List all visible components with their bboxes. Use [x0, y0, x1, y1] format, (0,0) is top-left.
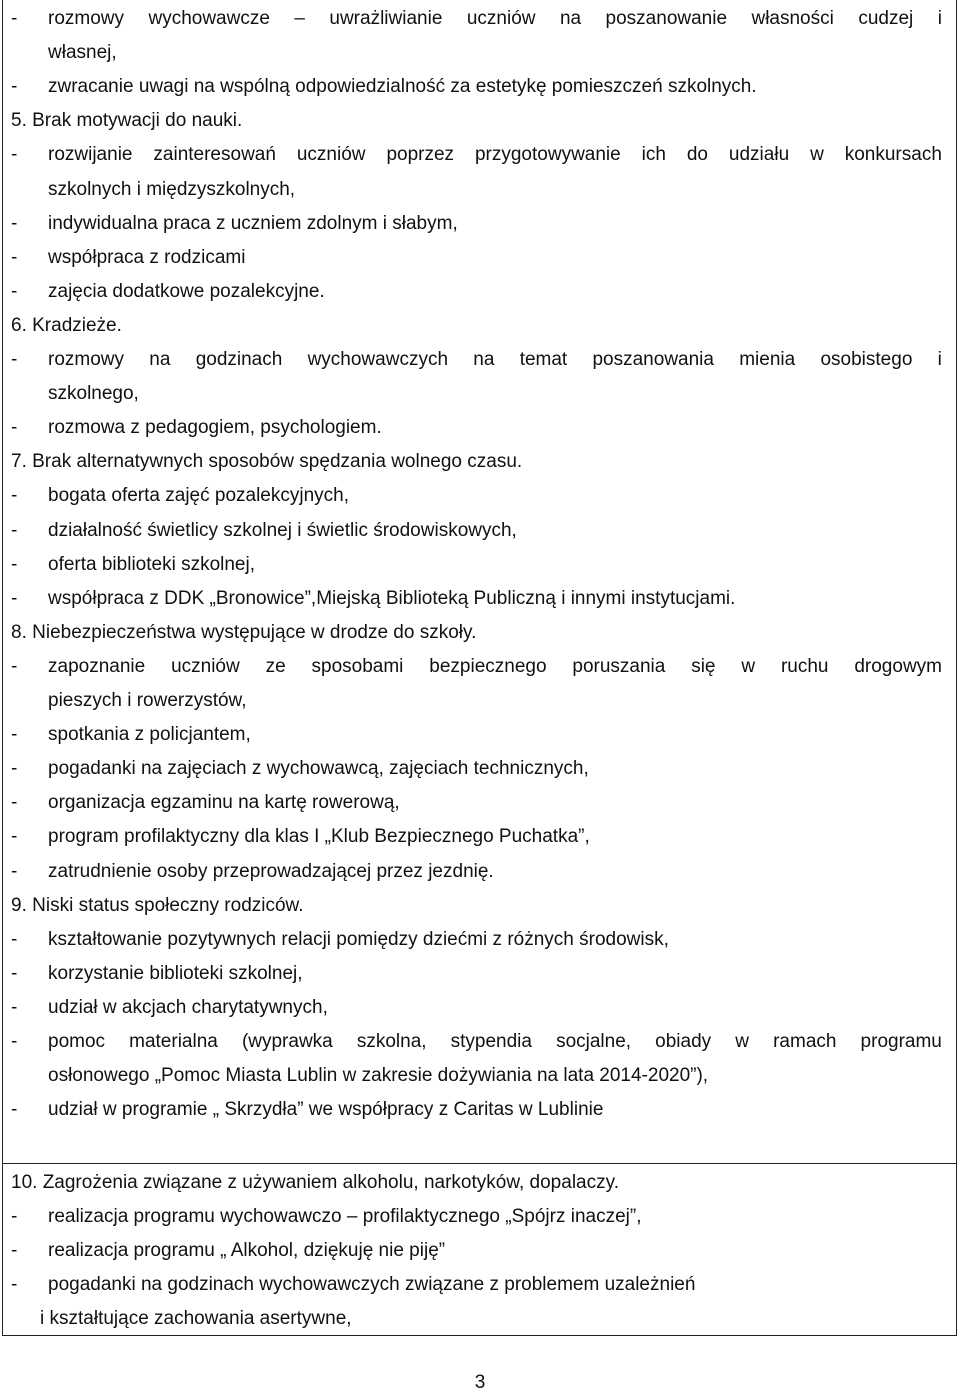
bullet-item-text: korzystanie biblioteki szkolnej,: [48, 962, 303, 984]
bullet-item-text: zajęcia dodatkowe pozalekcyjne.: [48, 280, 325, 302]
bullet-item-text: osłonowego „Pomoc Miasta Lublin w zakresie dożywiania na lata 2014-2020”),: [48, 1065, 709, 1087]
bullet-dash: -: [11, 144, 18, 166]
bullet-item-text: oferta biblioteki szkolnej,: [48, 553, 255, 575]
bullet-item-text: kształtowanie pozytywnych relacji pomiędzy dziećmi z różnych środowisk,: [48, 928, 669, 950]
problem-heading: 9. Niski status społeczny rodziców.: [11, 894, 304, 916]
problem-heading: 7. Brak alternatywnych sposobów spędzania wolnego czasu.: [11, 451, 523, 473]
bullet-dash: -: [11, 758, 18, 780]
bullet-dash: -: [11, 212, 18, 234]
bullet-dash: -: [11, 8, 18, 29]
bullet-item-text: bogata oferta zajęć pozalekcyjnych,: [48, 485, 350, 507]
bullet-item-text: program profilaktyczny dla klas I „Klub Bezpiecznego Puchatka”,: [48, 826, 590, 848]
bullet-dash: -: [11, 587, 18, 609]
bullet-dash: -: [11, 1031, 18, 1052]
bullet-item-text: realizacja programu wychowawczo – profilaktycznego „Spójrz inaczej”,: [48, 1206, 642, 1228]
bullet-item-text: pogadanki na zajęciach z wychowawcą, zajęciach technicznych,: [48, 758, 589, 780]
continuation-text: i kształtujące zachowania asertywne,: [40, 1308, 352, 1330]
bullet-item-text: organizacja egzaminu na kartę rowerową,: [48, 792, 400, 814]
problem-heading: 6. Kradzieże.: [11, 314, 122, 336]
bullet-item-text: pogadanki na godzinach wychowawczych związane z problemem uzależnień: [48, 1274, 696, 1296]
bullet-dash: -: [11, 280, 18, 302]
bullet-item-text: współpraca z DDK „Bronowice”,Miejską Biblioteką Publiczną i innymi instytucjami.: [48, 587, 736, 609]
bullet-dash: -: [11, 553, 18, 575]
bullet-item-text: realizacja programu „ Alkohol, dziękuję nie piję”: [48, 1240, 446, 1262]
problem-heading: 8. Niebezpieczeństwa występujące w drodze do szkoły.: [11, 621, 477, 643]
bullet-dash: -: [11, 1206, 18, 1228]
bullet-dash: -: [11, 417, 18, 439]
bullet-dash: -: [11, 655, 18, 677]
bullet-item-text: rozmowy na godzinach wychowawczych na temat poszanowania mienia osobistego i: [48, 349, 942, 370]
bullet-dash: -: [11, 1274, 18, 1296]
bullet-dash: -: [11, 246, 18, 268]
bullet-item-text: udział w programie „ Skrzydła” we współpracy z Caritas w Lublinie: [48, 1099, 604, 1121]
table-cell-problems-5-9: [2, 0, 957, 1164]
bullet-item-text: rozmowy wychowawcze – uwrażliwianie uczniów na poszanowanie własności cudzej i: [48, 8, 942, 29]
bullet-item-text: szkolnych i międzyszkolnych,: [48, 178, 296, 200]
bullet-dash: -: [11, 996, 18, 1018]
bullet-dash: -: [11, 519, 18, 541]
bullet-item-text: pomoc materialna (wyprawka szkolna, stypendia socjalne, obiady w ramach programu: [48, 1031, 942, 1052]
bullet-item-text: udział w akcjach charytatywnych,: [48, 996, 328, 1018]
page-number: 3: [474, 1372, 486, 1393]
bullet-item-text: zwracanie uwagi na wspólną odpowiedzialność za estetykę pomieszczeń szkolnych.: [48, 76, 757, 98]
bullet-item-text: rozwijanie zainteresowań uczniów poprzez przygotowywanie ich do udziału w konkursach: [48, 144, 942, 166]
problem-heading: 5. Brak motywacji do nauki.: [11, 110, 243, 132]
bullet-item-text: szkolnego,: [48, 383, 139, 405]
bullet-item-text: rozmowa z pedagogiem, psychologiem.: [48, 417, 382, 439]
bullet-item-text: pieszych i rowerzystów,: [48, 690, 247, 711]
bullet-dash: -: [11, 962, 18, 984]
bullet-item-text: zapoznanie uczniów ze sposobami bezpiecznego poruszania się w ruchu drogowym: [48, 655, 942, 677]
bullet-dash: -: [11, 1099, 18, 1121]
problem-heading: 10. Zagrożenia związane z używaniem alkoholu, narkotyków, dopalaczy.: [11, 1172, 619, 1193]
bullet-dash: -: [11, 76, 18, 98]
bullet-item-text: działalność świetlicy szkolnej i świetlic środowiskowych,: [48, 519, 517, 541]
bullet-dash: -: [11, 826, 18, 848]
bullet-item-text: zatrudnienie osoby przeprowadzającej przez jezdnię.: [48, 860, 494, 882]
bullet-dash: -: [11, 485, 18, 507]
bullet-dash: -: [11, 349, 18, 370]
bullet-dash: -: [11, 1240, 18, 1262]
bullet-dash: -: [11, 860, 18, 882]
bullet-item-text: współpraca z rodzicami: [48, 246, 246, 268]
bullet-dash: -: [11, 724, 18, 746]
bullet-item-text: własnej,: [48, 42, 117, 64]
bullet-item-text: indywidualna praca z uczniem zdolnym i słabym,: [48, 212, 458, 234]
bullet-item-text: spotkania z policjantem,: [48, 724, 251, 746]
bullet-dash: -: [11, 928, 18, 950]
bullet-dash: -: [11, 792, 18, 814]
